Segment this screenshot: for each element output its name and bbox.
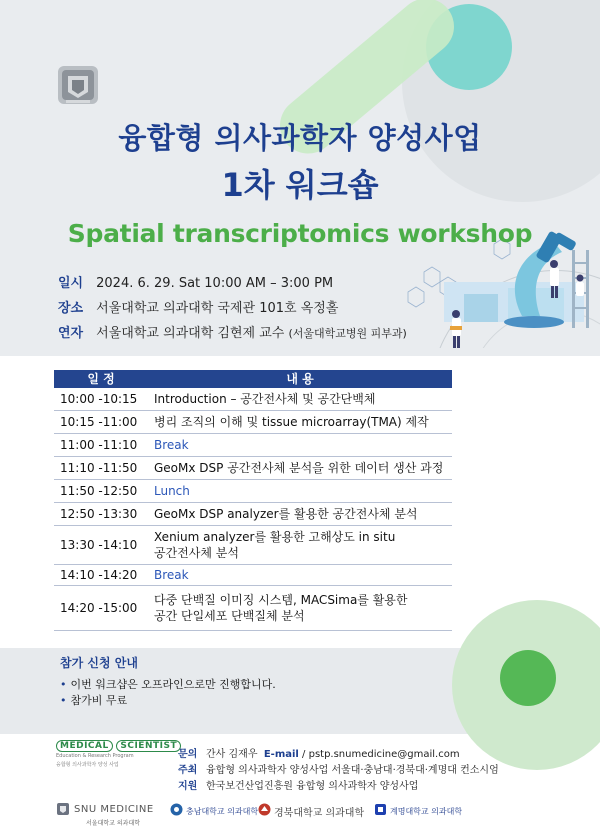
info-venue [58, 297, 438, 316]
schedule-time: 13:30 -14:10 [60, 538, 138, 552]
schedule-time: 14:10 -14:20 [60, 568, 138, 582]
schedule-time: 11:00 -11:10 [60, 438, 138, 452]
kmu-medicine-logo: 계명대학교 의과대학 [390, 807, 463, 816]
schedule-time: 11:50 -12:50 [60, 484, 138, 498]
schedule-row [54, 457, 452, 480]
schedule-row [54, 565, 452, 586]
title-line-1: 융합형 의사과학자 양성사업 [118, 121, 482, 155]
bullet-icon: • [60, 678, 67, 691]
schedule-row [54, 411, 452, 434]
host-text: 융합형 의사과학자 양성사업 서울대·충남대·경북대·계명대 컨소시엄 [206, 765, 499, 776]
host-label: 주최 [178, 765, 198, 776]
cnu-medicine-logo: 충남대학교 의과대학 [186, 807, 259, 816]
info-datetime [58, 272, 438, 291]
schedule-content: Break [154, 438, 189, 452]
snu-medicine-logo: SNU MEDICINE [74, 804, 154, 815]
kmu-emblem-icon [374, 803, 387, 816]
inquiry-name: 간사 김재우 [206, 749, 258, 760]
knu-medicine-logo: 경북대학교 의과대학 [274, 808, 365, 819]
col-content-header: 내 용 [286, 372, 314, 386]
schedule-content: Lunch [154, 484, 190, 498]
schedule-row [54, 503, 452, 526]
schedule-time: 10:15 -11:00 [60, 415, 138, 429]
registration-item: • 참가비 무료 [60, 694, 128, 707]
info-note: (서울대학교병원 피부과) [288, 327, 407, 340]
snu-emblem-icon [56, 802, 70, 816]
schedule-time: 11:10 -11:50 [60, 461, 138, 475]
snu-medicine-sublabel: 서울대학교 의과대학 [86, 820, 141, 827]
schedule-time: 10:00 -10:15 [60, 392, 138, 406]
schedule-content: Break [154, 568, 189, 582]
info-label: 연자 [58, 326, 84, 341]
schedule-header [54, 370, 452, 388]
schedule-content: 병리 조직의 이해 및 tissue microarray(TMA) 제작 [154, 415, 429, 429]
workshop-subtitle: Spatial transcriptomics workshop [67, 219, 533, 248]
cnu-emblem-icon [170, 803, 183, 816]
schedule-content: GeoMx DSP analyzer를 활용한 공간전사체 분석 [154, 507, 418, 521]
support-text: 한국보건산업진흥원 융합형 의사과학자 양성사업 [206, 781, 419, 792]
info-value: 서울대학교 의과대학 김현제 교수 [96, 326, 285, 341]
inquiry-label: 문의 [178, 749, 198, 760]
schedule-content: Introduction – 공간전사체 및 공간단백체 [154, 392, 376, 406]
medical-scientist-logo: MEDICAL SCIENTIST Education & Research Program 융합형 의사과학자 양성 사업 [56, 741, 172, 771]
schedule-content: Xenium analyzer를 활용한 고해상도 in situ 공간전사체 분석 [154, 530, 396, 560]
registration-title: 참가 신청 안내 [60, 656, 138, 670]
schedule-table [54, 370, 452, 631]
schedule-rows [54, 388, 452, 631]
schedule-row [54, 480, 452, 503]
info-label: 장소 [58, 301, 84, 316]
schedule-row [54, 434, 452, 457]
schedule-time: 12:50 -13:30 [60, 507, 138, 521]
info-value: 2024. 6. 29. Sat 10:00 AM – 3:00 PM [96, 276, 334, 291]
schedule-time: 14:20 -15:00 [60, 601, 138, 615]
support-label: 지원 [178, 781, 198, 792]
email-address[interactable]: / pstp.snumedicine@gmail.com [302, 749, 460, 760]
bullet-icon: • [60, 694, 67, 707]
info-label: 일시 [58, 276, 84, 291]
title-line-2: 1차 워크숍 [221, 166, 379, 204]
snu-seal-icon [54, 60, 102, 108]
schedule-row [54, 526, 452, 565]
schedule-content: 다중 단백질 이미징 시스템, MACSima를 활용한 공간 단일세포 단백질체 분석 [154, 593, 408, 623]
info-value: 서울대학교 의과대학 국제관 101호 옥정홀 [96, 301, 339, 316]
inquiry-text [206, 745, 460, 760]
schedule-row [54, 586, 452, 631]
knu-emblem-icon [258, 803, 271, 816]
registration-item: • 이번 워크샵은 오프라인으로만 진행합니다. [60, 678, 276, 691]
schedule-row [54, 388, 452, 411]
info-speaker [58, 322, 438, 341]
col-time-header: 일 정 [87, 372, 115, 386]
email-label: E-mail [263, 749, 299, 760]
schedule-content: GeoMx DSP 공간전사체 분석을 위한 데이터 생산 과정 [154, 461, 444, 475]
decorative-green-dot [500, 650, 556, 706]
hero-section [0, 0, 600, 356]
